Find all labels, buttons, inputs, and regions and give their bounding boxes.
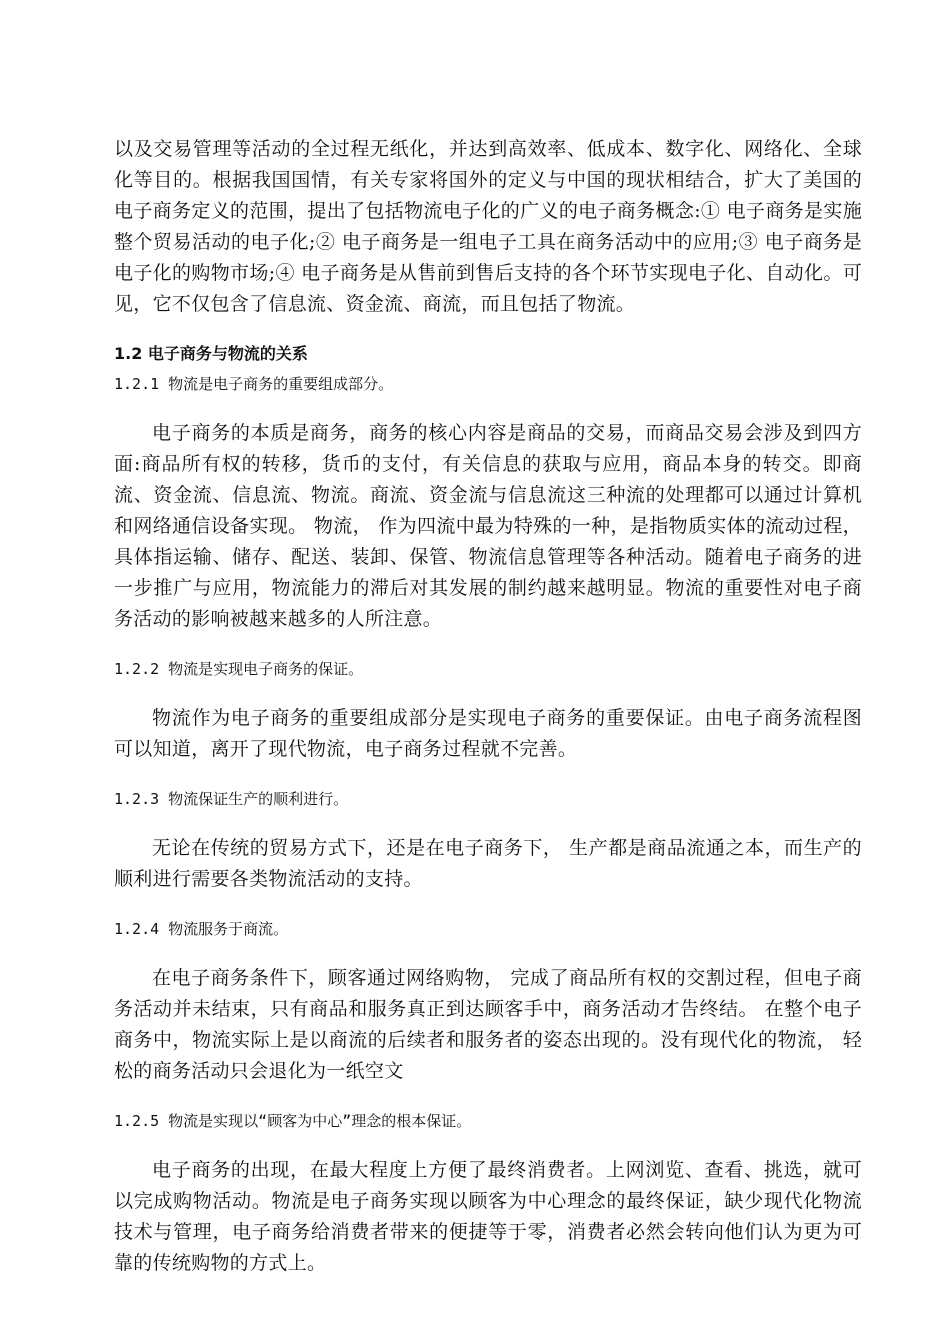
subsection-paragraph-1-2-5: 电子商务的出现，在最大程度上方便了最终消费者。上网浏览、查看、挑选，就可以完成购物活动。物流是电子商务实现以顾客为中心理念的最终保证，缺少现代化物流技术与管理，电子商务给消费者带来的便捷等于零，消费者必然会转向他们认为更为可靠的传统购物的方式上。 bbox=[114, 1159, 862, 1274]
subsection-paragraph-1-2-4: 在电子商务条件下，顾客通过网络购物， 完成了商品所有权的交割过程，但电子商务活动并未结束，只有商品和服务真正到达顾客手中，商务活动才告终结。 在整个电子商务中，物流实际上是以商流的后续者和服务者的姿态出现的。没有现代化的物流， 轻松的商务活动只会退化为一纸空文 bbox=[114, 967, 862, 1082]
document-page bbox=[114, 115, 862, 1298]
intro-paragraph: 以及交易管理等活动的全过程无纸化，并达到高效率、低成本、数字化、网络化、全球化等目的。根据我国国情，有关专家将国外的定义与中国的现状相结合，扩大了美国的电子商务定义的范围，提出了包括物流电子化的广义的电子商务概念:① 电子商务是实施整个贸易活动的电子化;② 电子商务是一组电子工具在商务活动中的应用;③ 电子商务是电子化的购物市场;④ 电子商务是从售前到售后支持的各个环节实现电子化、自动化。可见，它不仅包含了信息流、资金流、商流，而且包括了物流。 bbox=[114, 138, 862, 315]
subsection-heading-1-2-1: 1.2.1 物流是电子商务的重要组成部分。 bbox=[114, 375, 394, 393]
subsection-paragraph-1-2-3: 无论在传统的贸易方式下，还是在电子商务下， 生产都是商品流通之本，而生产的顺利进行需要各类物流活动的支持。 bbox=[114, 837, 862, 890]
section-heading-1-2: 1.2 电子商务与物流的关系 bbox=[114, 344, 308, 363]
subsection-heading-1-2-3: 1.2.3 物流保证生产的顺利进行。 bbox=[114, 790, 349, 808]
subsection-heading-1-2-4: 1.2.4 物流服务于商流。 bbox=[114, 920, 289, 938]
subsection-paragraph-1-2-1: 电子商务的本质是商务，商务的核心内容是商品的交易，而商品交易会涉及到四方面:商品所有权的转移，货币的支付，有关信息的获取与应用，商品本身的转交。即商流、资金流、信息流、物流。商流、资金流与信息流这三种流的处理都可以通过计算机和网络通信设备实现。 物流， 作为四流中最为特殊的一种，是指物质实体的流动过程，具体指运输、储存、配送、装卸、保管、物流信息管理等各种活动。随着电子商务的进一步推广与应用，物流能力的滞后对其发展的制约越来越明显。物流的重要性对电子商务活动的影响被越来越多的人所注意。 bbox=[114, 422, 862, 630]
subsection-paragraph-1-2-2: 物流作为电子商务的重要组成部分是实现电子商务的重要保证。由电子商务流程图可以知道，离开了现代物流，电子商务过程就不完善。 bbox=[114, 707, 862, 760]
subsection-heading-1-2-5: 1.2.5 物流是实现以“顾客为中心”理念的根本保证。 bbox=[114, 1112, 472, 1130]
subsection-heading-1-2-2: 1.2.2 物流是实现电子商务的保证。 bbox=[114, 660, 364, 678]
